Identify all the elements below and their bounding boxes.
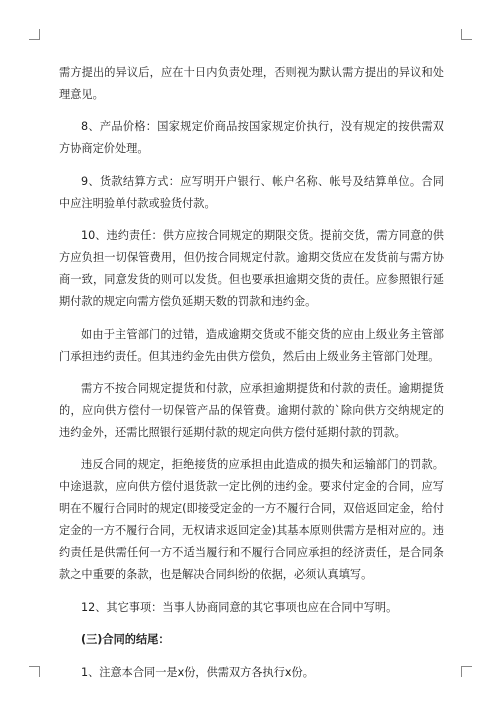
- paragraph-product-price: 8、产品价格：国家规定价商品按国家规定价执行，没有规定的按供需双方协商定价处理。: [59, 120, 444, 156]
- paragraph-breach-liability: 10、违约责任：供方应按合同规定的期限交货。提前交货，需方同意的供方应负担一切保管费用，但仍按合同规定付款。逾期交货应在发货前与需方协商一致，同意发货的则可以发货。但也要承担逾期交货的责任。应参照银行延期付款的规定向需方偿负延期天数的罚款和违约金。: [59, 229, 444, 309]
- paragraph-payment-method: 9、货款结算方式：应写明开户银行、帐户名称、帐号及结算单位。合同中应注明验单付款或验货付款。: [59, 174, 444, 210]
- paragraph-buyer-delay: 需方不按合同规定提货和付款，应承担逾期提货和付款的责任。逾期提货的，应向供方偿付一切保管产品的保管费。逾期付款的`除向供方交纳规定的违约金外，还需比照银行延期付款的规定向供方偿付延期付款的罚款。: [59, 381, 444, 439]
- document-body: [59, 62, 444, 694]
- paragraph-contract-ending-heading: (三)合同的结尾：: [81, 633, 170, 647]
- crop-mark-bottom-left: [29, 666, 40, 677]
- paragraph-contract-violation: 违反合同的规定，拒绝接货的应承担由此造成的损失和运输部门的罚款。中途退款，应向供方偿付退货款一定比例的违约金。要求付定金的合同，应写明在不履行合同时的规定(即接受定金的一方不履行合同，双倍返回定金，给付定金的一方不履行合同，无权请求返回定金)其基本原则供需方是相对应的。违约责任是供需任何一方不适当履行和不履行合同应承担的经济责任，是合同条款之中重要的条款，也是解决合同纠纷的依据，必须认真填写。: [59, 458, 444, 582]
- paragraph-copies-note: 1、注意本合同一是x份，供需双方各执行x份。: [81, 665, 314, 679]
- crop-mark-top-left: [29, 29, 40, 40]
- paragraph-other-matters: 12、其它事项：当事人协商同意的其它事项也应在合同中写明。: [81, 600, 398, 614]
- paragraph-objection-handling: 需方提出的异议后，应在十日内负责处理，否则视为默认需方提出的异议和处理意见。: [59, 66, 444, 101]
- crop-mark-bottom-right: [461, 666, 472, 677]
- paragraph-supervisor-fault: 如由于主管部门的过错，造成逾期交货或不能交货的应由上级业务主管部门承担违约责任。但其违约金先由供方偿负，然后由上级业务主管部门处理。: [59, 327, 444, 363]
- crop-mark-top-right: [461, 29, 472, 40]
